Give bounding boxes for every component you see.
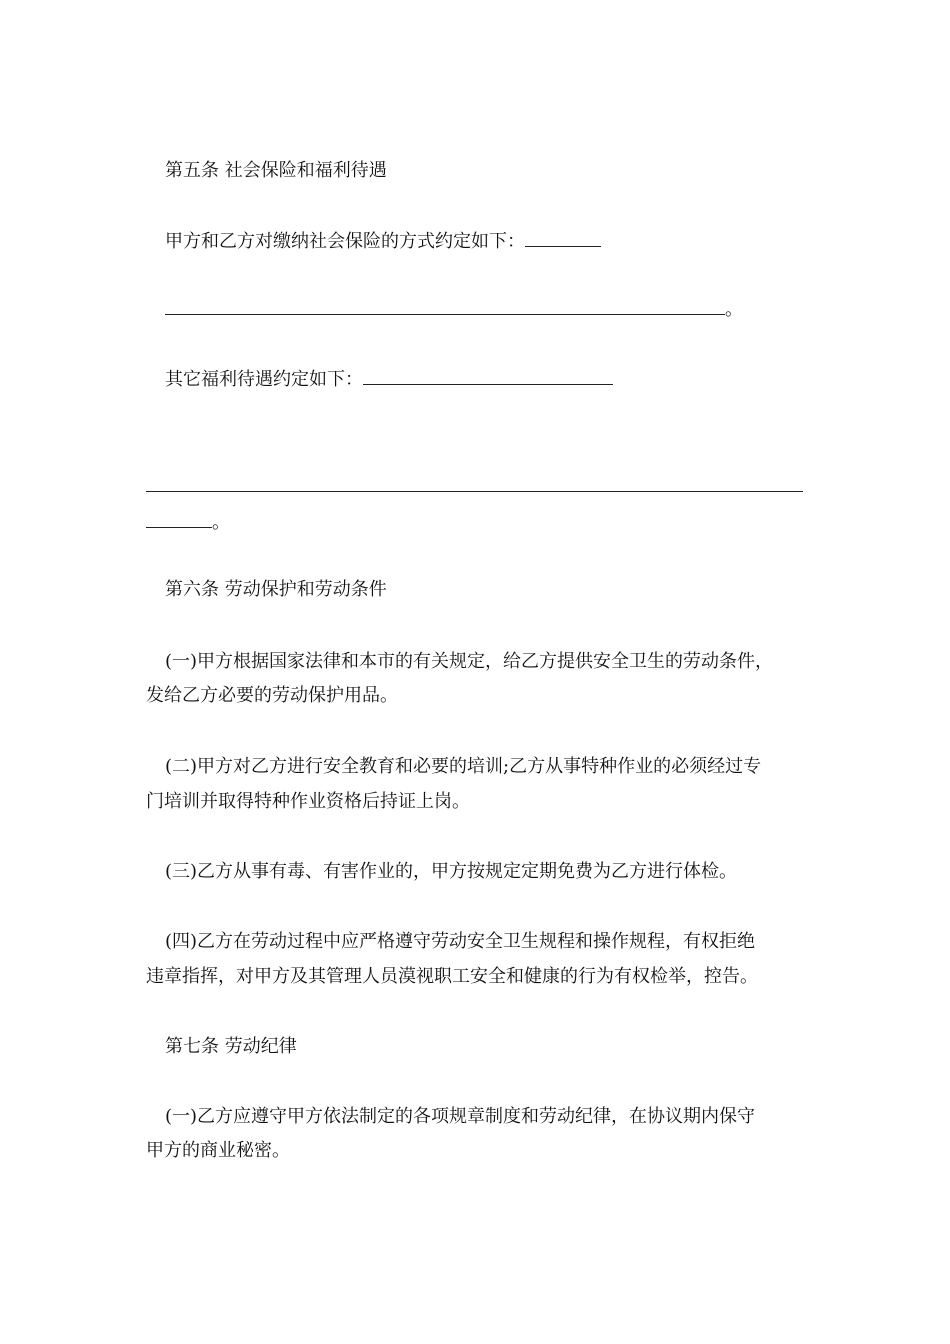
other-welfare-line (165, 368, 613, 392)
other-welfare-continuation (146, 511, 230, 535)
other-welfare-blank-long[interactable] (146, 491, 803, 492)
other-welfare-end: 。 (212, 512, 230, 533)
article7-clause1-line1: (一)乙方应遵守甲方依法制定的各项规章制度和劳动纪律，在协议期内保守 (165, 1106, 756, 1127)
article5-heading: 第五条 社会保险和福利待遇 (165, 160, 387, 181)
insurance-method-continuation (165, 298, 743, 322)
article6-clause1-line1: (一)甲方根据国家法律和本市的有关规定，给乙方提供安全卫生的劳动条件， (165, 651, 774, 672)
article6-clause2-line1: (二)甲方对乙方进行安全教育和必要的培训;乙方从事特种作业的必须经过专 (165, 756, 762, 777)
article6-clause2-line2: 门培训并取得特种作业资格后持证上岗。 (146, 791, 470, 812)
article6-clause4-line2: 违章指挥，对甲方及其管理人员漠视职工安全和健康的行为有权检举，控告。 (146, 966, 758, 987)
other-welfare-blank[interactable] (363, 369, 613, 385)
insurance-method-blank[interactable] (525, 231, 601, 247)
article6-heading: 第六条 劳动保护和劳动条件 (165, 579, 387, 600)
insurance-method-label: 甲方和乙方对缴纳社会保险的方式约定如下： (165, 231, 525, 252)
article7-clause1-line2: 甲方的商业秘密。 (146, 1140, 290, 1161)
insurance-method-line (165, 230, 601, 254)
article7-heading: 第七条 劳动纪律 (165, 1036, 297, 1057)
article6-clause1-line2: 发给乙方必要的劳动保护用品。 (146, 685, 398, 706)
insurance-method-blank-continued[interactable] (165, 299, 725, 315)
article6-clause3: (三)乙方从事有毒、有害作业的，甲方按规定定期免费为乙方进行体检。 (165, 861, 738, 882)
other-welfare-blank-end[interactable] (146, 512, 212, 528)
insurance-method-end: 。 (725, 299, 743, 320)
article6-clause4-line1: (四)乙方在劳动过程中应严格遵守劳动安全卫生规程和操作规程，有权拒绝 (165, 931, 756, 952)
other-welfare-label: 其它福利待遇约定如下： (165, 369, 363, 390)
